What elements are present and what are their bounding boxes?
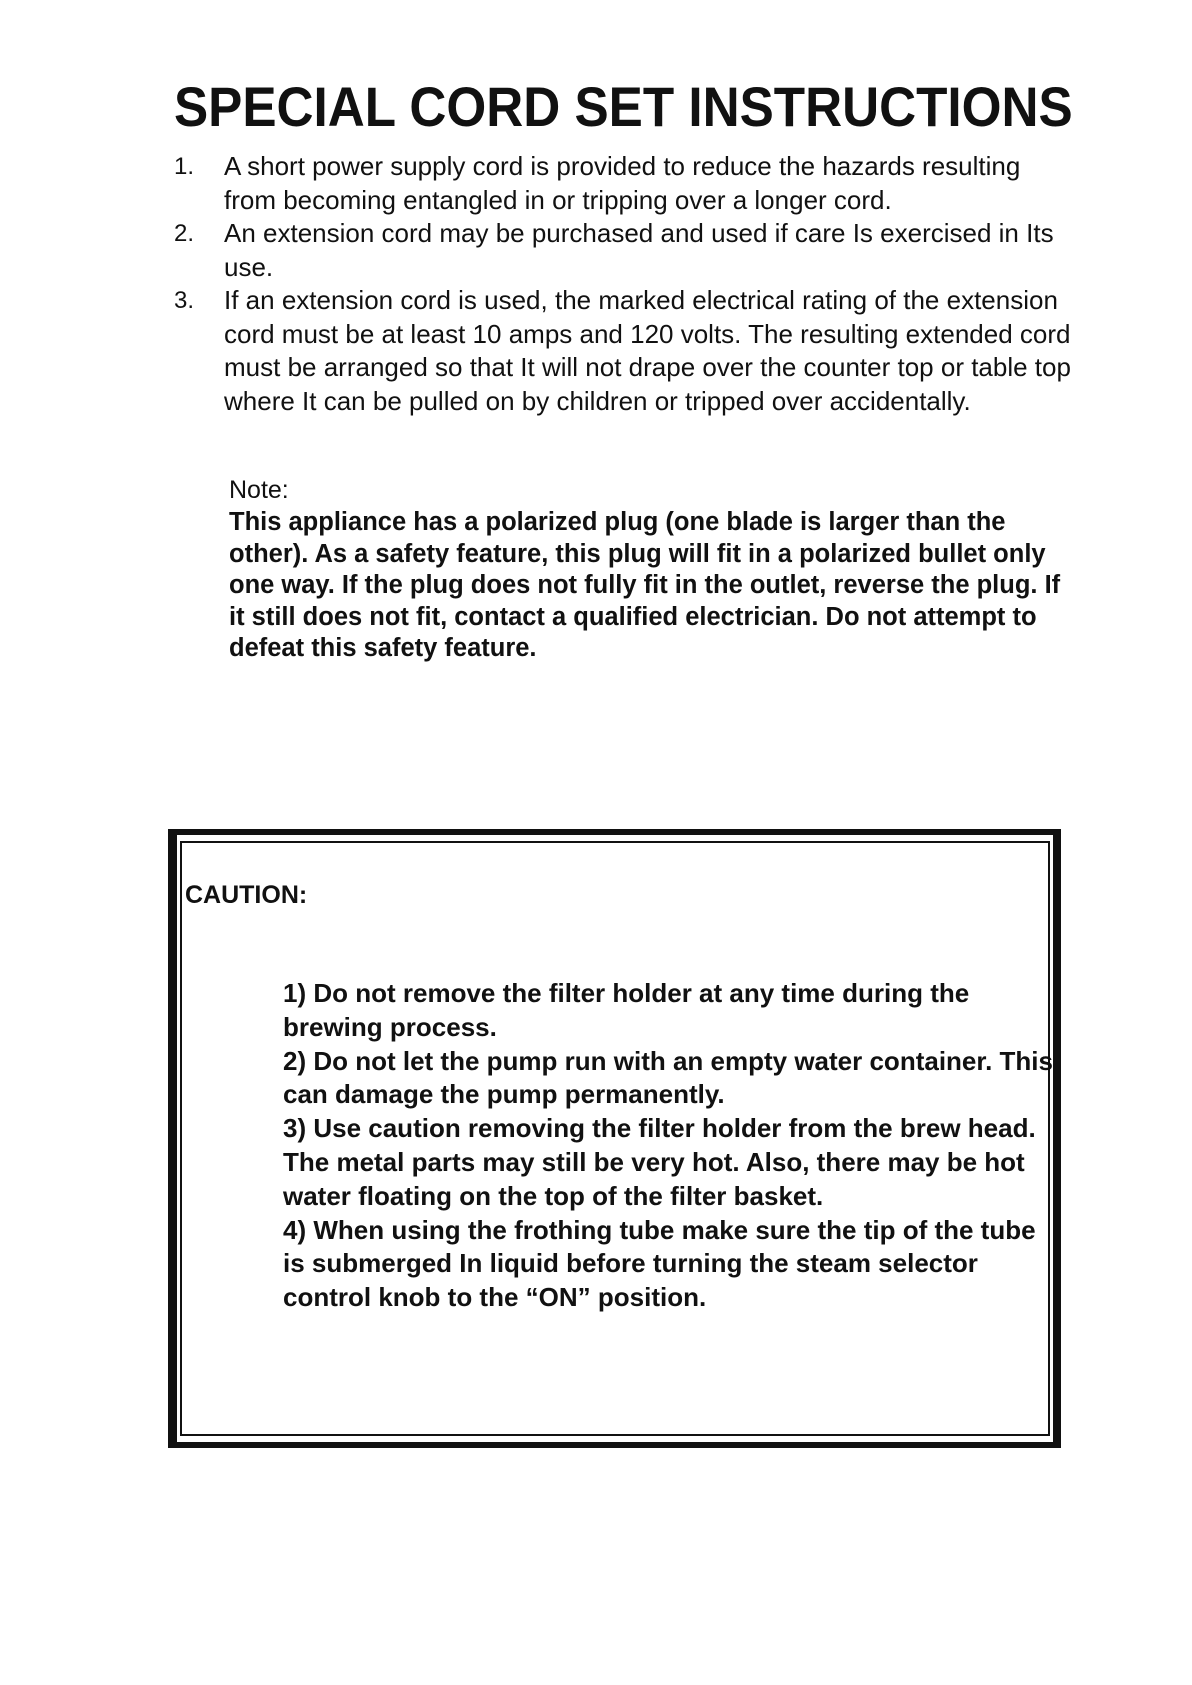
note-block xyxy=(229,474,1069,665)
caution-label: CAUTION: xyxy=(185,881,308,909)
caution-item-2: 2) Do not let the pump run with an empty water container. This can damage the pump permanently. xyxy=(283,1045,1053,1110)
instruction-text: An extension cord may be purchased and used if care Is exercised in Its use. xyxy=(224,218,1054,282)
instructions-list xyxy=(174,150,1074,418)
note-label: Note: xyxy=(229,476,289,504)
caution-item-1: 1) Do not remove the filter holder at any time during the brewing process. xyxy=(283,978,970,1042)
instruction-number: 1. xyxy=(174,153,195,180)
instruction-text: If an extension cord is used, the marked electrical rating of the extension cord must be at least 10 amps and 120 volts. The resulting extended cord must be arranged so that It will not drape over the counter top or table top where It can be pulled on by children or tripped over accidentally. xyxy=(224,285,1071,416)
instruction-item-2 xyxy=(174,217,1074,284)
instruction-number: 2. xyxy=(174,220,195,247)
caution-item-3: 3) Use caution removing the filter holder from the brew head. The metal parts may still be very hot. Also, there may be hot water floating on the top of the filter basket. xyxy=(283,1113,1036,1211)
instruction-item-3 xyxy=(174,284,1074,418)
instruction-item-1 xyxy=(174,150,1074,217)
caution-list xyxy=(283,977,1063,1315)
note-text: This appliance has a polarized plug (one blade is larger than the other). As a safety feature, this plug will fit in a polarized bullet only one way. If the plug does not fully fit in the outlet, reverse the plug. If it still does not fit, contact a qualified electrician. Do not attempt to defeat this safety feature. xyxy=(229,508,1061,662)
caution-item-4: 4) When using the frothing tube make sure the tip of the tube is submerged In liquid before turning the steam selector control knob to the “ON” position. xyxy=(283,1214,1036,1313)
instruction-number: 3. xyxy=(174,287,195,314)
page-title: SPECIAL CORD SET INSTRUCTIONS xyxy=(174,75,1073,138)
instruction-text: A short power supply cord is provided to reduce the hazards resulting from becoming entangled in or tripping over a longer cord. xyxy=(224,151,1021,215)
